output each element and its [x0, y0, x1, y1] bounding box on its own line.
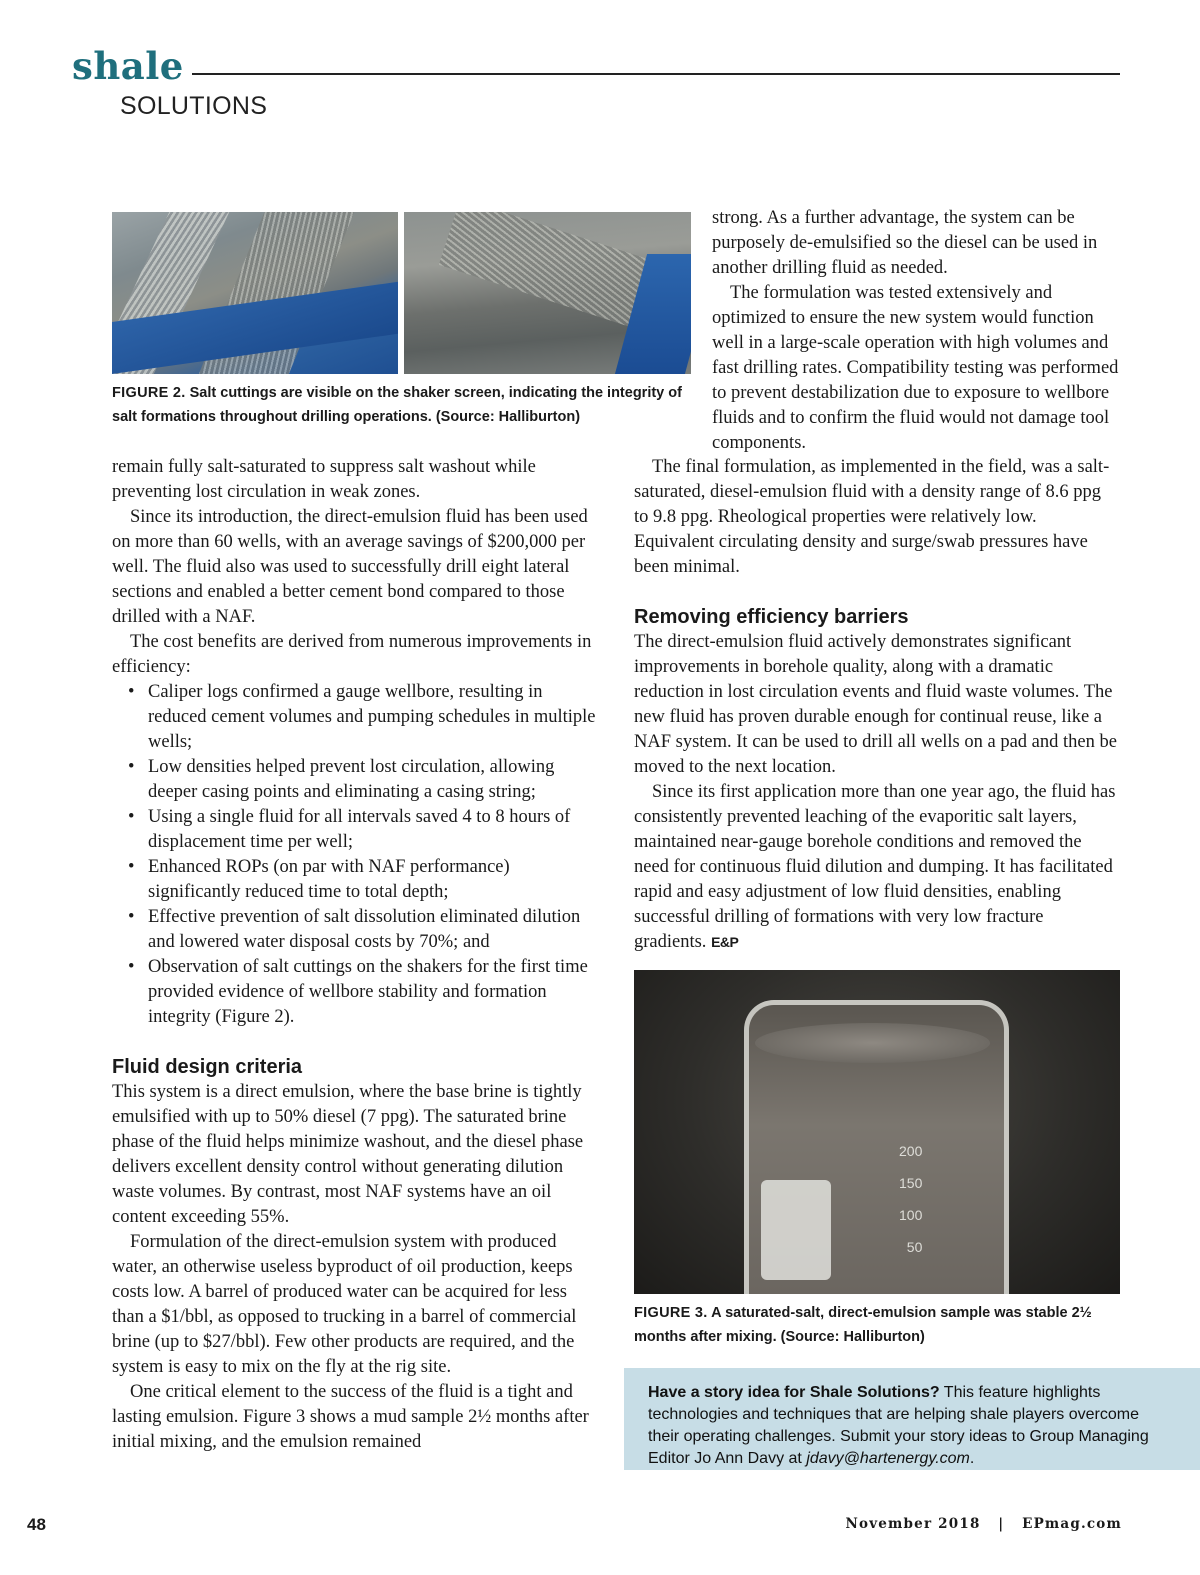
body-paragraph: The final formulation, as implemented in the field, was a salt-saturated, diesel-emulsion fluid with a density range of 8.6 ppg to 9.8 ppg. Rheological properties were relatively low. Equivalent circulating density and surge/swab pressures have been minimal.: [634, 457, 1110, 577]
body-paragraph: Since its introduction, the direct-emulsion fluid has been used on more than 60 wells, with an average savings of $200,000 per well. The fluid also was used to successfully drill eight lateral sections and enabled a better cement bond compared to those drilled with a NAF.: [112, 507, 588, 627]
footer-separator: |: [998, 1516, 1005, 1532]
section-heading: Fluid design criteria: [112, 1056, 303, 1078]
section-heading: Removing efficiency barriers: [634, 606, 909, 628]
body-paragraph: The cost benefits are derived from numerous improvements in efficiency:: [112, 632, 592, 677]
figure2-photo-left: [112, 212, 398, 374]
figure3-label: FIGURE 3.: [634, 1305, 708, 1321]
beaker: [744, 1000, 1009, 1294]
list-item: • Observation of salt cuttings on the shakers for the first time provided evidence of wellbore stability and formation integrity (Figure 2).: [148, 955, 598, 1030]
story-idea-lead: Have a story idea for Shale Solutions?: [648, 1384, 940, 1401]
right-column: [634, 455, 1120, 955]
figure3-caption-text: A saturated-salt, direct-emulsion sample was stable 2½ months after mixing. (Source: Halliburton): [634, 1305, 1092, 1345]
figure2-label: FIGURE 2.: [112, 385, 186, 401]
figure3-caption: [634, 1301, 1104, 1349]
body-paragraph: This system is a direct emulsion, where the base brine is tightly emulsified with up to 50% diesel (7 ppg). The saturated brine phase of the fluid helps minimize washout, and the diesel phase delivers excellent density control without generating dilution waste volumes. By contrast, most NAF systems have an oil content exceeding 55%.: [112, 1082, 584, 1227]
page-number: 48: [27, 1515, 46, 1534]
beaker-marks: 200 150 100 50: [899, 1143, 923, 1255]
body-paragraph: The formulation was tested extensively and optimized to ensure the new system would function well in a large-scale operation with high volumes and fast drilling rates. Compatibility testing was performed to prevent destabilization due to exposure to wellbore fluids and to confirm the fluid would not damage tool components.: [712, 283, 1119, 453]
site-link[interactable]: EPmag.com: [1022, 1516, 1122, 1532]
story-idea-text: Have a story idea for Shale Solutions? This feature highlights technologies and techniques that are helping shale players overcome their operating challenges. Submit your story ideas to Group Managing Editor Jo Ann Davy at jdavy@hartenergy.com.: [648, 1384, 1149, 1467]
body-paragraph: Formulation of the direct-emulsion system with produced water, an otherwise useless byproduct of oil production, keeps costs low. A barrel of produced water can be acquired for less than a $1/bbl, as opposed to trucking in a barrel of commercial brine (up to $27/bbl). Few other products are required, and the system is easy to mix on the fly at the rig site.: [112, 1232, 577, 1377]
list-item: • Low densities helped prevent lost circulation, allowing deeper casing points and eliminating a casing string;: [148, 755, 598, 805]
list-item: • Using a single fluid for all intervals saved 4 to 8 hours of displacement time per well;: [148, 805, 598, 855]
figure2-caption: [112, 381, 702, 429]
list-item: • Enhanced ROPs (on par with NAF performance) significantly reduced time to total depth;: [148, 855, 598, 905]
list-item: • Effective prevention of salt dissolution eliminated dilution and lowered water disposal costs by 70%; and: [148, 905, 598, 955]
figure3-photo: [634, 970, 1120, 1294]
body-paragraph: One critical element to the success of the fluid is a tight and lasting emulsion. Figure 3 shows a mud sample 2½ months after initial mixing, and the emulsion remained: [112, 1382, 589, 1452]
issue-date: November 2018: [845, 1516, 981, 1532]
body-paragraph: strong. As a further advantage, the system can be purposely de-emulsified so the diesel can be used in another drilling fluid as needed.: [712, 208, 1098, 278]
figure2-caption-text: Salt cuttings are visible on the shaker screen, indicating the integrity of salt formations throughout drilling operations. (Source: Halliburton): [112, 385, 682, 425]
section-title: shale: [72, 44, 184, 88]
figure2-photo-right: [404, 212, 691, 374]
editor-email-link[interactable]: jdavy@hartenergy.com: [806, 1450, 970, 1467]
benefits-list: [112, 680, 598, 1030]
body-paragraph-text: Since its first application more than one year ago, the fluid has consistently prevented leaching of the evaporitic salt layers, maintained near-gauge borehole conditions and removed the need for continuous fluid dilution and dumping. It has facilitated rapid and easy adjustment of low fluid densities, enabling successful drilling of formations with very low fracture gradients.: [634, 782, 1116, 952]
story-idea-body: This feature highlights technologies and techniques that are helping shale players overcome their operating challenges. Submit your story ideas to Group Managing Editor Jo Ann Davy at: [648, 1384, 1149, 1467]
story-idea-box: [624, 1368, 1200, 1470]
body-paragraph: The direct-emulsion fluid actively demonstrates significant improvements in borehole quality, along with a dramatic reduction in lost circulation events and fluid waste volumes. The new fluid has proven durable enough for continual reuse, like a NAF system. It can be used to drill all wells on a pad and then be moved to the next location.: [634, 632, 1117, 777]
section-subtitle: SOLUTIONS: [120, 92, 268, 120]
header-rule: [192, 73, 1120, 75]
body-paragraph: remain fully salt-saturated to suppress salt washout while preventing lost circulation in weak zones.: [112, 457, 536, 502]
list-item: • Caliper logs confirmed a gauge wellbore, resulting in reduced cement volumes and pumping schedules in multiple wells;: [148, 680, 598, 755]
ep-end-mark: E&P: [711, 934, 739, 950]
page-footer: [845, 1516, 1122, 1532]
body-paragraph: [634, 780, 1120, 955]
right-column-top: [712, 206, 1120, 456]
left-column: [112, 455, 598, 1455]
